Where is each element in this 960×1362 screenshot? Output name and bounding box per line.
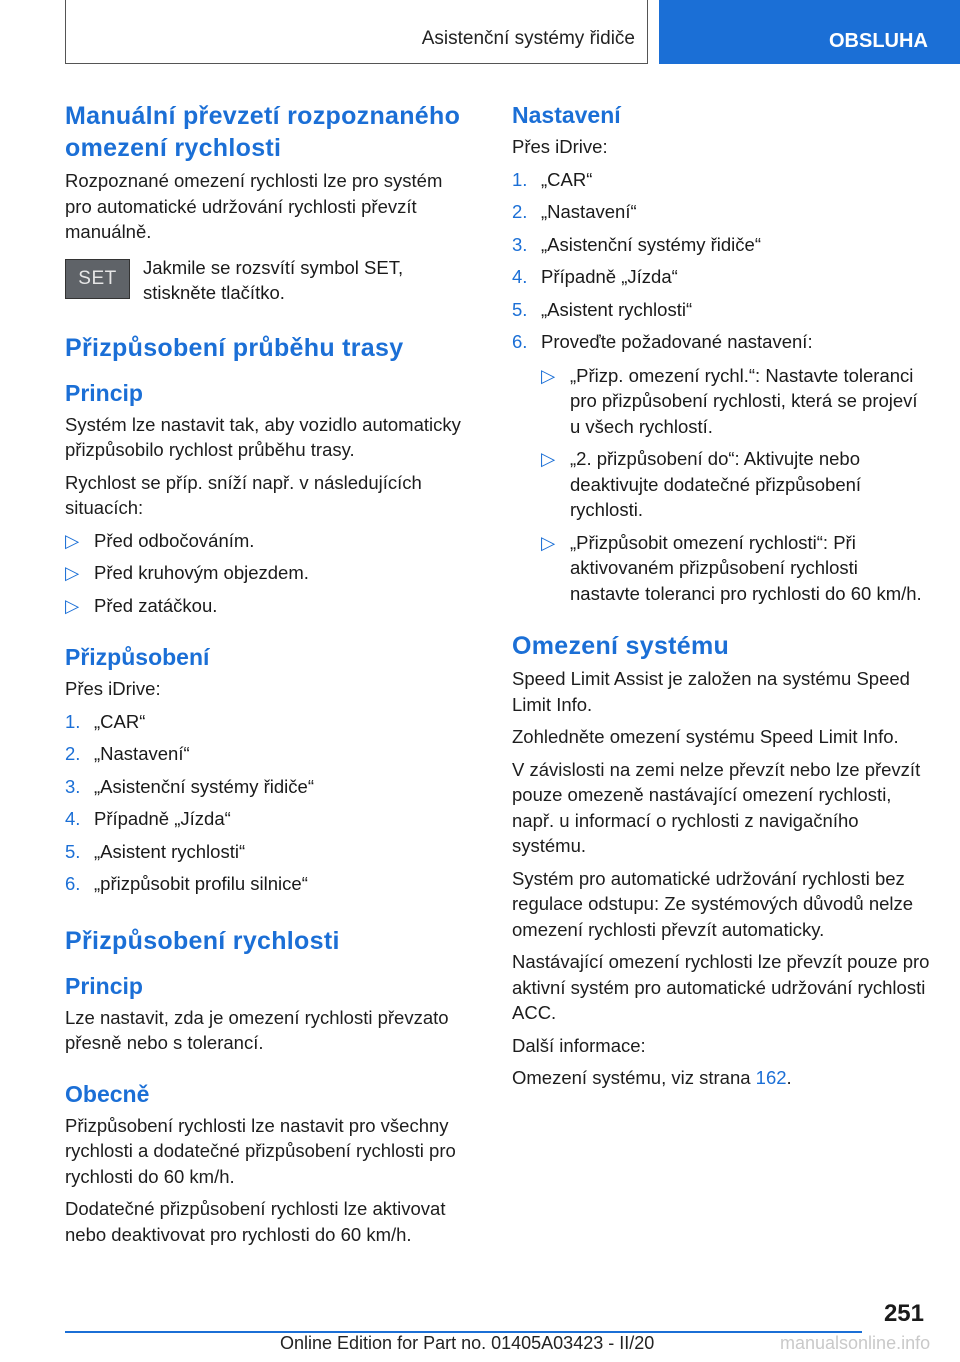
numbered-list [512, 167, 932, 355]
paragraph: Přes iDrive: [65, 678, 161, 699]
section-tab[interactable]: OBSLUHA [659, 0, 960, 64]
subsection-title: Princip [65, 972, 143, 999]
header-frame [65, 0, 648, 64]
subsection-title: Princip [65, 379, 143, 406]
paragraph: Jakmile se rozsvítí symbol SET, stiskněte tlačítko. [143, 256, 404, 303]
section-title: Manuální převzetí rozpoznaného omezení rychlosti [65, 102, 461, 162]
page-number: 251 [883, 1300, 924, 1327]
paragraph: Rozpoznané omezení rychlosti lze pro systém pro automatické udržování rychlosti převzít manuálně. [65, 170, 443, 242]
sub-bullet-list [541, 363, 932, 607]
right-column [512, 100, 932, 1098]
watermark: manualsonline.info [780, 1333, 931, 1353]
bullet-triangle-icon: ▷ [65, 529, 80, 551]
bullet-triangle-icon: ▷ [541, 448, 556, 469]
numbered-list [65, 709, 470, 897]
paragraph: Další informace: [512, 1034, 646, 1056]
chapter-title: Asistenční systémy řidiče [421, 28, 635, 49]
paragraph: Přes iDrive: [512, 136, 608, 157]
subsection-title: Přizpůsobení [65, 644, 210, 670]
list-item: 2. „Nastavení“ [512, 201, 637, 222]
list-item: 4. Případně „Jízda“ [512, 266, 678, 287]
bullet-triangle-icon: ▷ [65, 594, 80, 616]
subsection-title: Obecně [65, 1080, 150, 1107]
left-column [65, 100, 470, 1254]
section-title: Přizpůsobení průběhu trasy [65, 333, 404, 362]
edition-note: Online Edition for Part no. 01405A03423 - II/20 [280, 1333, 655, 1353]
list-item: 6. „přizpůsobit profilu silnice“ [65, 873, 308, 894]
list-item: ▷ Před kruhovým objezdem. [65, 560, 470, 586]
list-item: 4. Případně „Jízda“ [65, 808, 231, 829]
list-item: 2. „Nastavení“ [65, 743, 190, 764]
list-item: ▷ „2. přizpůsobení do“: Aktivujte nebo deaktivujte dodatečné přizpůsobení rychlosti. [541, 446, 932, 523]
list-item: ▷ „Přizpůsobit omezení rychlosti“: Při aktivovaném přizpůsobení rychlosti nastavte toleranci pro rychlosti do 60 km/h. [541, 530, 932, 607]
list-item: 1. „CAR“ [65, 710, 146, 732]
set-button-icon: SET [65, 259, 130, 299]
paragraph: Dodatečné přizpůsobení rychlosti lze aktivovat nebo deaktivovat pro rychlosti do 60 km/h. [65, 1198, 446, 1245]
page-reference-link[interactable]: 162 [755, 1067, 787, 1088]
set-instruction [65, 255, 470, 306]
list-item: 3. „Asistenční systémy řidiče“ [65, 775, 314, 797]
section-title: Omezení systému [512, 632, 730, 660]
paragraph: Přizpůsobení rychlosti lze nastavit pro všechny rychlosti a dodatečné přizpůsobení rychlosti pro rychlosti do 60 km/h. [65, 1114, 456, 1187]
section-title: Přizpůsobení rychlosti [65, 926, 340, 955]
paragraph: Systém pro automatické udržování rychlosti bez regulace odstupu: Ze systémových důvodů nelze omezení rychlosti převzít automaticky. [512, 867, 914, 940]
list-item: 5. „Asistent rychlosti“ [512, 298, 693, 320]
list-item: ▷ Před odbočováním. [65, 528, 470, 554]
paragraph: Zohledněte omezení systému Speed Limit Info. [512, 726, 899, 747]
paragraph: Rychlost se příp. sníží např. v následujících situacích: [65, 471, 422, 518]
list-item: ▷ „Přizp. omezení rychl.“: Nastavte toleranci pro přizpůsobení rychlosti, která se projeví u všech rychlostí. [541, 363, 932, 440]
list-item: ▷ Před zatáčkou. [65, 593, 470, 619]
bullet-triangle-icon: ▷ [65, 562, 80, 583]
paragraph: Speed Limit Assist je založen na systému Speed Limit Info. [512, 668, 910, 715]
subsection-title: Nastavení [512, 102, 621, 128]
paragraph: Omezení systému, viz strana 162. [512, 1067, 792, 1088]
bullet-list [65, 528, 470, 619]
list-item: 5. „Asistent rychlosti“ [65, 840, 246, 862]
list-item: 6. Proveďte požadované nastavení: [512, 331, 813, 352]
paragraph: Systém lze nastavit tak, aby vozidlo automaticky přizpůsobilo rychlost průběhu trasy. [65, 413, 461, 460]
bullet-triangle-icon: ▷ [541, 531, 556, 553]
paragraph: V závislosti na zemi nelze převzít nebo lze převzít pouze omezeně nastávající omezení rychlosti, např. u informací o rychlosti z navigačního systému. [512, 758, 921, 856]
list-item: 1. „CAR“ [512, 168, 593, 190]
list-item: 3. „Asistenční systémy řidiče“ [512, 233, 761, 255]
paragraph: Nastávající omezení rychlosti lze převzít pouze pro aktivní systém pro automatické udržování rychlosti ACC. [512, 951, 930, 1023]
bullet-triangle-icon: ▷ [541, 364, 556, 386]
paragraph: Lze nastavit, zda je omezení rychlosti převzato přesně nebo s tolerancí. [65, 1006, 449, 1053]
